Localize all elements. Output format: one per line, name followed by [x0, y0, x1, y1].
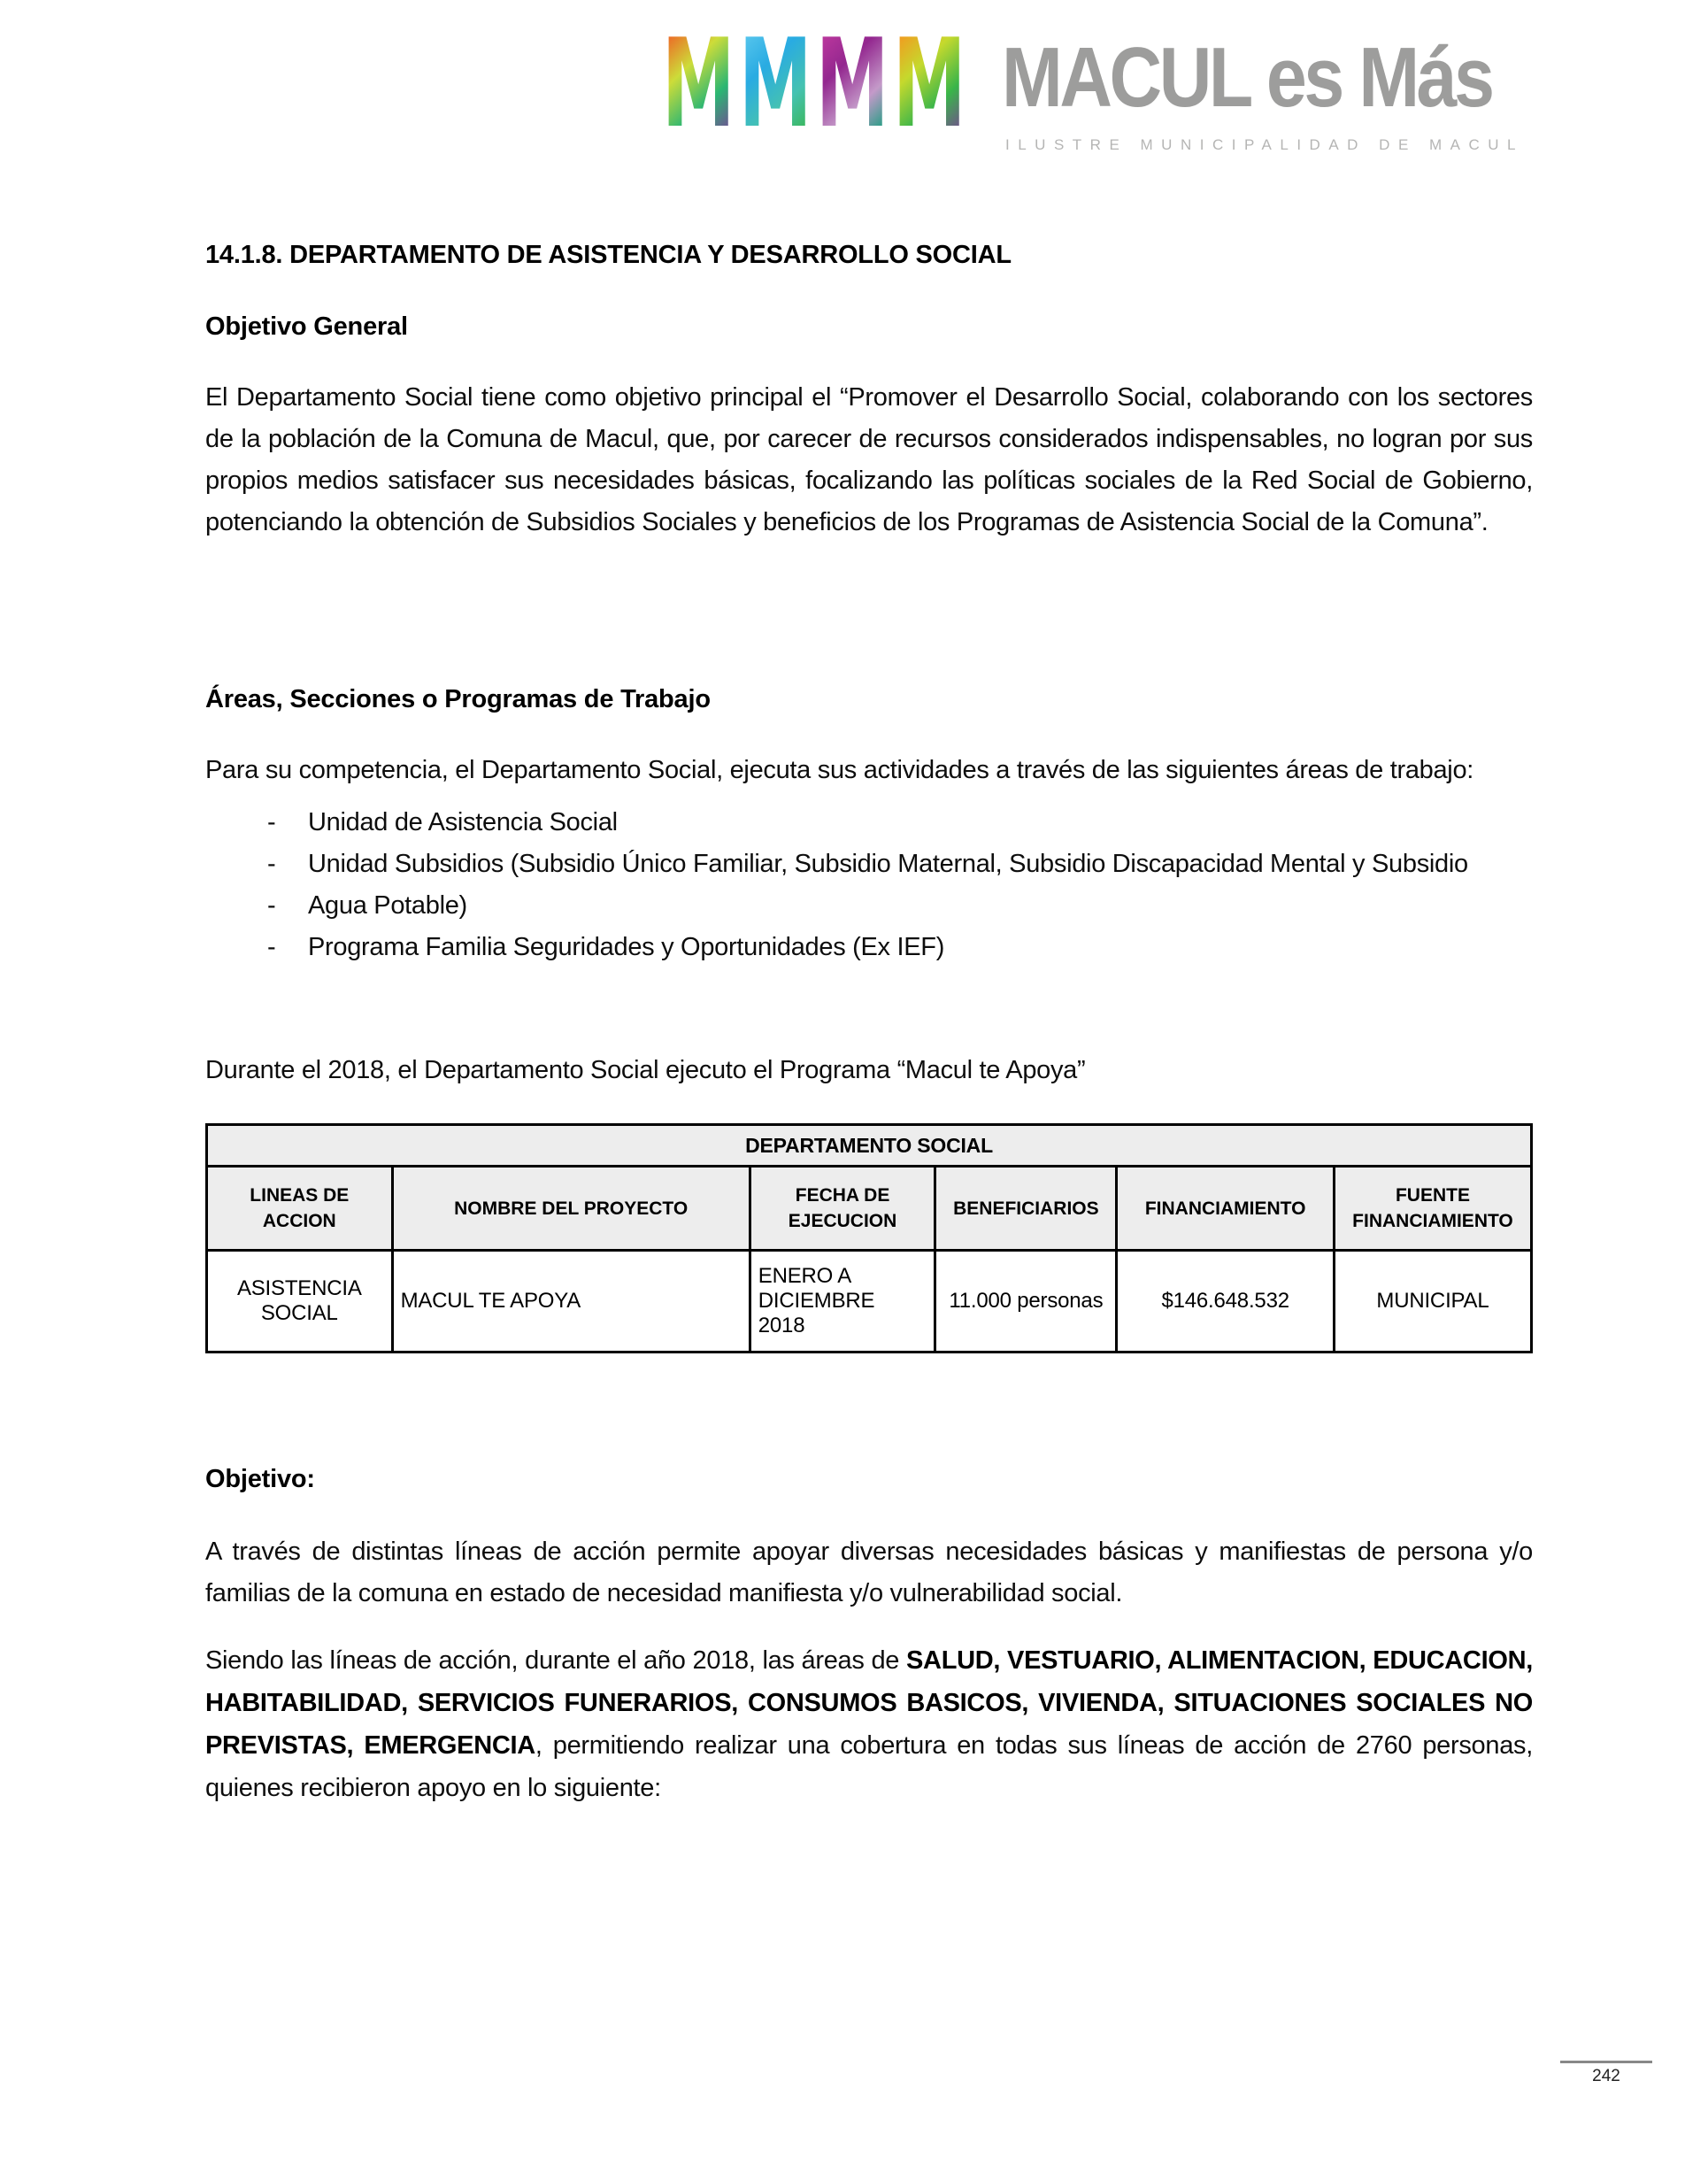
logo-m-icon: M [893, 12, 966, 155]
table-header-cell: NOMBRE DEL PROYECTO [392, 1167, 750, 1251]
siendo-paragraph [205, 1639, 1533, 1809]
list-item-text: Unidad de Asistencia Social [308, 808, 618, 836]
list-dash: - [267, 808, 276, 836]
heading-objetivo-general: Objetivo General [205, 312, 408, 341]
table-header-cell: FUENTE FINANCIAMIENTO [1334, 1167, 1531, 1251]
logo-m-icon: M [662, 12, 735, 155]
table-row [207, 1251, 1532, 1353]
text-segment: Siendo las líneas de acción, durante el año 2018, las áreas de [205, 1646, 907, 1675]
list-item-text: Unidad Subsidios (Subsidio Único Familiar, Subsidio Maternal, Subsidio Discapacidad Mental y Subsidio [308, 850, 1468, 878]
list-dash: - [267, 933, 276, 961]
areas-list [205, 802, 1533, 968]
logo-subtitle-text: ILUSTRE MUNICIPALIDAD DE MACUL [1005, 136, 1525, 153]
bold-text-segment: SALUD, VESTUARIO, ALIMENTACION, EDUCACION, HABITABILIDAD, SERVICIOS FUNERARIOS, CONSUMOS BASICOS, VIVIENDA, SITUACIONES SOCIALES NO PREVISTAS, EMERGENCIA [205, 1646, 1533, 1760]
logo-m-icon: M [816, 12, 889, 155]
list-dash: - [267, 850, 276, 878]
table-header-cell: LINEAS DE ACCION [207, 1167, 393, 1251]
paragraph-durante-2018: Durante el 2018, el Departamento Social ejecuto el Programa “Macul te Apoya” [205, 1056, 1086, 1084]
table-title-row [207, 1125, 1532, 1167]
table-header-row [207, 1167, 1532, 1251]
list-item [205, 927, 1533, 968]
list-item [205, 844, 1533, 885]
table-title-cell: DEPARTAMENTO SOCIAL [207, 1125, 1532, 1167]
table-cell: ASISTENCIA SOCIAL [207, 1251, 393, 1353]
logo-brand-text: MACUL es Más [1002, 30, 1492, 125]
page-number: 242 [1560, 2061, 1652, 2086]
table-header-cell: FINANCIAMIENTO [1117, 1167, 1335, 1251]
list-item [205, 802, 1533, 844]
list-dash: - [267, 891, 276, 920]
logo-m-icon: M [739, 12, 812, 155]
heading-areas: Áreas, Secciones o Programas de Trabajo [205, 685, 711, 713]
list-item-text: Programa Familia Seguridades y Oportunidades (Ex IEF) [308, 933, 945, 961]
departamento-social-table [205, 1123, 1533, 1353]
list-item [205, 885, 1533, 927]
paragraph-objetivo-general: El Departamento Social tiene como objetivo principal el “Promover el Desarrollo Social, colaborando con los sectores de la población de la Comuna de Macul, que, por carecer de recursos considerados indispensables, no logran por sus propios medios satisfacer sus necesidades básicas, focalizando las políticas sociales de la Red Social de Gobierno, potenciando la obtención de Subsidios Sociales y beneficios de los Programas de Asistencia Social de la Comuna”. [205, 383, 1533, 536]
paragraph-areas-intro: Para su competencia, el Departamento Social, ejecuta sus actividades a través de las siguientes áreas de trabajo: [205, 756, 1474, 784]
heading-objetivo: Objetivo: [205, 1465, 315, 1493]
list-item-text: Agua Potable) [308, 891, 467, 920]
table-cell: $146.648.532 [1117, 1251, 1335, 1353]
text-segment: , permitiendo realizar una cobertura en todas sus líneas de acción de 2760 personas, quienes recibieron apoyo en lo siguiente: [205, 1731, 1533, 1802]
table-cell: ENERO A DICIEMBRE 2018 [750, 1251, 935, 1353]
paragraph-objetivo-1: A través de distintas líneas de acción permite apoyar diversas necesidades básicas y manifiestas de persona y/o familias de la comuna en estado de necesidad manifiesta y/o vulnerabilidad social. [205, 1537, 1533, 1607]
table-body [207, 1251, 1532, 1353]
table-header-cell: BENEFICIARIOS [935, 1167, 1117, 1251]
table-cell: MUNICIPAL [1334, 1251, 1531, 1353]
table-header-cell: FECHA DE EJECUCION [750, 1167, 935, 1251]
table-cell: 11.000 personas [935, 1251, 1117, 1353]
table-cell: MACUL TE APOYA [392, 1251, 750, 1353]
section-title: 14.1.8. DEPARTAMENTO DE ASISTENCIA Y DESARROLLO SOCIAL [205, 241, 1012, 269]
